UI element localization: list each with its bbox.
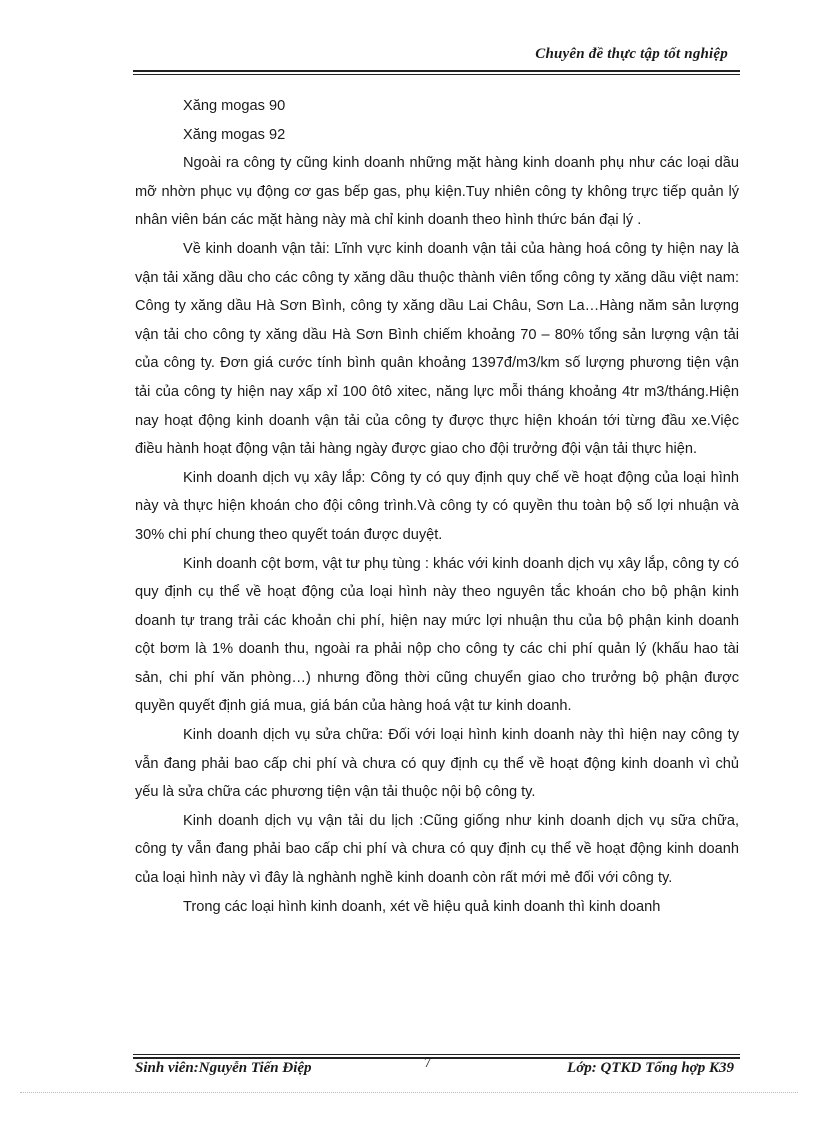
paragraph-pumps-parts: Kinh doanh cột bơm, vật tư phụ tùng : khác với kinh doanh dịch vụ xây lắp, công ty có quy định cụ thể về hoạt động của loại hình này theo nguyên tắc khoán cho bộ phận kinh doanh tự trang trải các khoản chi phí, hiện nay mức lợi nhuận thu của bộ phận kinh doanh cột bơm là 1% doanh thu, ngoài ra phải nộp cho công ty các chi phí quản lý (khấu hao tài sản, chi phí văn phòng…) nhưng đồng thời cũng chuyển giao cho trưởng bộ phận được quyền quyết định giá mua, giá bán của hàng hoá vật tư kinh doanh. xyxy=(135,555,739,715)
paragraph-transport: Về kinh doanh vận tải: Lĩnh vực kinh doanh vận tải của hàng hoá công ty hiện nay là vận tải xăng dầu cho các công ty xăng dầu thuộc thành viên tổng công ty xăng dầu việt nam: Công ty xăng dầu Hà Sơn Bình, công ty xăng dầu Lai Châu, Sơn La…Hàng năm sản lượng vận tải cho công ty xăng dầu Hà Sơn Bình chiếm khoảng 70 – 80% tổng sản lượng vận tải của công ty. Đơn giá cước tính bình quân khoảng 1397đ/m3/km số lượng phương tiện vận tải của công ty hiện nay xấp xỉ 100 ôtô xitec, năng lực mỗi tháng khoảng 4tr m3/tháng.Hiện nay hoạt động kinh doanh vận tải của công ty được thực hiện khoán tới từng đầu xe.Việc điều hành hoạt động vận tải hàng ngày được giao cho đội trưởng đội vận tải thực hiện. xyxy=(135,240,739,458)
page-header-title: Chuyên đề thực tập tốt nghiệp xyxy=(535,46,728,62)
paragraph-item-2: Xăng mogas 92 xyxy=(183,126,286,143)
paragraph-conclusion: Trong các loại hình kinh doanh, xét về hiệu quả kinh doanh thì kinh doanh xyxy=(183,898,661,915)
paragraph-other-products: Ngoài ra công ty cũng kinh doanh những mặt hàng kinh doanh phụ như các loại dầu mỡ nhờn phục vụ động cơ gas bếp gas, phụ kiện.Tuy nhiên công ty không trực tiếp quản lý nhân viên bán các mặt hàng này mà chỉ kinh doanh theo hình thức bán đại lý . xyxy=(135,155,739,229)
paragraph-repair: Kinh doanh dịch vụ sửa chữa: Đối với loại hình kinh doanh này thì hiện nay công ty vẫn đang phải bao cấp chi phí và chưa có quy định cụ thể về hoạt động kinh doanh vì chủ yếu là sửa chữa các phương tiện vận tải thuộc nội bộ công ty. xyxy=(135,727,739,801)
footer-student-name: Sinh viên:Nguyễn Tiến Điệp xyxy=(135,1060,312,1076)
footer-rule-secondary xyxy=(133,1057,740,1059)
footer-rule xyxy=(133,1054,740,1055)
footer-page-number: 7 xyxy=(424,1056,431,1071)
page-bottom-edge xyxy=(20,1092,798,1093)
document-body xyxy=(135,92,739,921)
paragraph-construction: Kinh doanh dịch vụ xây lắp: Công ty có quy định quy chế về hoạt động của loại hình này và thực hiện khoán cho đội công trình.Và công ty có quyền thu toàn bộ số lợi nhuận và 30% chi phí chung theo quyết toán được duyệt. xyxy=(135,469,739,543)
paragraph-item-1: Xăng mogas 90 xyxy=(183,98,286,114)
footer-class: Lớp: QTKD Tổng hợp K39 xyxy=(567,1060,734,1076)
header-rule-secondary xyxy=(133,74,740,75)
header-rule xyxy=(133,70,740,72)
paragraph-tourism: Kinh doanh dịch vụ vận tải du lịch :Cũng giống như kinh doanh dịch vụ sữa chữa, công ty vẫn đang phải bao cấp chi phí và chưa có quy định cụ thể về hoạt động kinh doanh của loại hình này vì đây là nghành nghề kinh doanh còn rất mới mẻ đối với công ty. xyxy=(135,812,739,887)
